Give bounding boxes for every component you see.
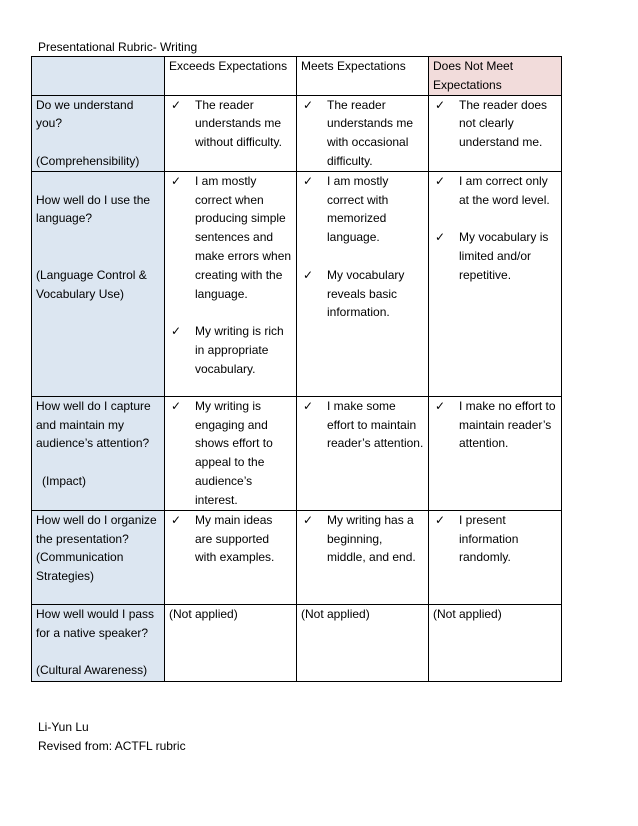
checkmark-icon: ✓ <box>435 173 446 188</box>
question-text: Do we understand you? <box>36 97 134 131</box>
checkmark-icon: ✓ <box>171 173 182 188</box>
question-text: How well would I pass for a native speaker? <box>36 606 155 640</box>
table-row-comprehensibility <box>32 95 562 171</box>
question-text: How well do I capture and maintain my audience’s attention? <box>36 398 151 451</box>
question-text: How well do I organize the presentation? <box>36 512 157 546</box>
checkmark-icon: ✓ <box>171 97 182 112</box>
author-name: Li-Yun Lu <box>38 720 89 734</box>
footer <box>38 718 186 756</box>
question-cell <box>32 171 165 396</box>
header-exceeds: Exceeds Expectations <box>165 57 297 96</box>
checkmark-icon: ✓ <box>171 398 182 413</box>
criterion-item: ✓ The reader does not clearly understand me. <box>435 97 548 150</box>
meets-cell <box>297 95 429 171</box>
header-meets: Meets Expectations <box>297 57 429 96</box>
question-cell <box>32 510 165 604</box>
meets-cell: (Not applied) <box>297 604 429 681</box>
source-note: Revised from: ACTFL rubric <box>38 739 186 753</box>
table-row-communication-strategies <box>32 510 562 604</box>
checkmark-icon: ✓ <box>303 398 314 413</box>
checkmark-icon: ✓ <box>171 512 182 527</box>
criterion-item: ✓ My writing has a beginning, middle, and end. <box>303 512 416 565</box>
exceeds-cell <box>165 171 297 396</box>
checkmark-icon: ✓ <box>171 324 182 339</box>
criterion-item: ✓ I am correct only at the word level. <box>435 173 550 207</box>
exceeds-cell <box>165 95 297 171</box>
checkmark-icon: ✓ <box>435 230 446 245</box>
criterion-item: ✓ The reader understands me without difficulty. <box>171 97 282 150</box>
does-not-meet-cell: (Not applied) <box>429 604 562 681</box>
does-not-meet-cell <box>429 95 562 171</box>
category-label: (Language Control & Vocabulary Use) <box>36 267 147 301</box>
exceeds-cell: (Not applied) <box>165 604 297 681</box>
table-row-language-control <box>32 171 562 396</box>
criterion-item: ✓ My main ideas are supported with examples. <box>171 512 275 565</box>
criterion-item: ✓ The reader understands me with occasional difficulty. <box>303 97 414 168</box>
criterion-item: ✓ My vocabulary reveals basic information. <box>303 267 405 320</box>
rubric-table <box>31 56 562 682</box>
table-row-impact <box>32 396 562 510</box>
criterion-item: ✓ I am mostly correct when producing simple sentences and make errors when creating with the language. <box>171 173 292 301</box>
meets-cell <box>297 396 429 510</box>
category-label: (Cultural Awareness) <box>36 663 148 678</box>
document-title: Presentational Rubric- Writing <box>38 40 198 54</box>
checkmark-icon: ✓ <box>303 267 314 282</box>
criterion-item: ✓ My writing is rich in appropriate vocabulary. <box>171 324 284 376</box>
checkmark-icon: ✓ <box>303 97 314 112</box>
criterion-item: ✓ I make no effort to maintain reader’s attention. <box>435 398 556 451</box>
checkmark-icon: ✓ <box>303 512 314 527</box>
meets-cell <box>297 510 429 604</box>
criterion-item: ✓ My writing is engaging and shows effort to appeal to the audience’s interest. <box>171 398 273 507</box>
exceeds-cell <box>165 510 297 604</box>
does-not-meet-cell <box>429 396 562 510</box>
does-not-meet-cell <box>429 510 562 604</box>
meets-cell <box>297 171 429 396</box>
checkmark-icon: ✓ <box>435 398 446 413</box>
does-not-meet-cell <box>429 171 562 396</box>
category-label: (Comprehensibility) <box>36 153 140 168</box>
table-row-cultural-awareness <box>32 604 562 681</box>
header-does-not-meet: Does Not Meet Expectations <box>429 57 562 96</box>
criterion-item: ✓ I am mostly correct with memorized language. <box>303 173 389 245</box>
criterion-item: ✓ I make some effort to maintain reader’s attention. <box>303 398 424 451</box>
header-row <box>32 57 562 96</box>
criterion-item: ✓ I present information randomly. <box>435 512 519 565</box>
checkmark-icon: ✓ <box>435 97 446 112</box>
question-text: How well do I use the language? <box>36 192 151 226</box>
question-cell <box>32 604 165 681</box>
header-empty-cell <box>32 57 165 96</box>
category-label: (Impact) <box>42 473 87 488</box>
question-cell <box>32 95 165 171</box>
checkmark-icon: ✓ <box>303 173 314 188</box>
question-cell <box>32 396 165 510</box>
checkmark-icon: ✓ <box>435 512 446 527</box>
criterion-item: ✓ My vocabulary is limited and/or repetitive. <box>435 230 549 282</box>
category-label: (Communication Strategies) <box>36 550 124 584</box>
exceeds-cell <box>165 396 297 510</box>
